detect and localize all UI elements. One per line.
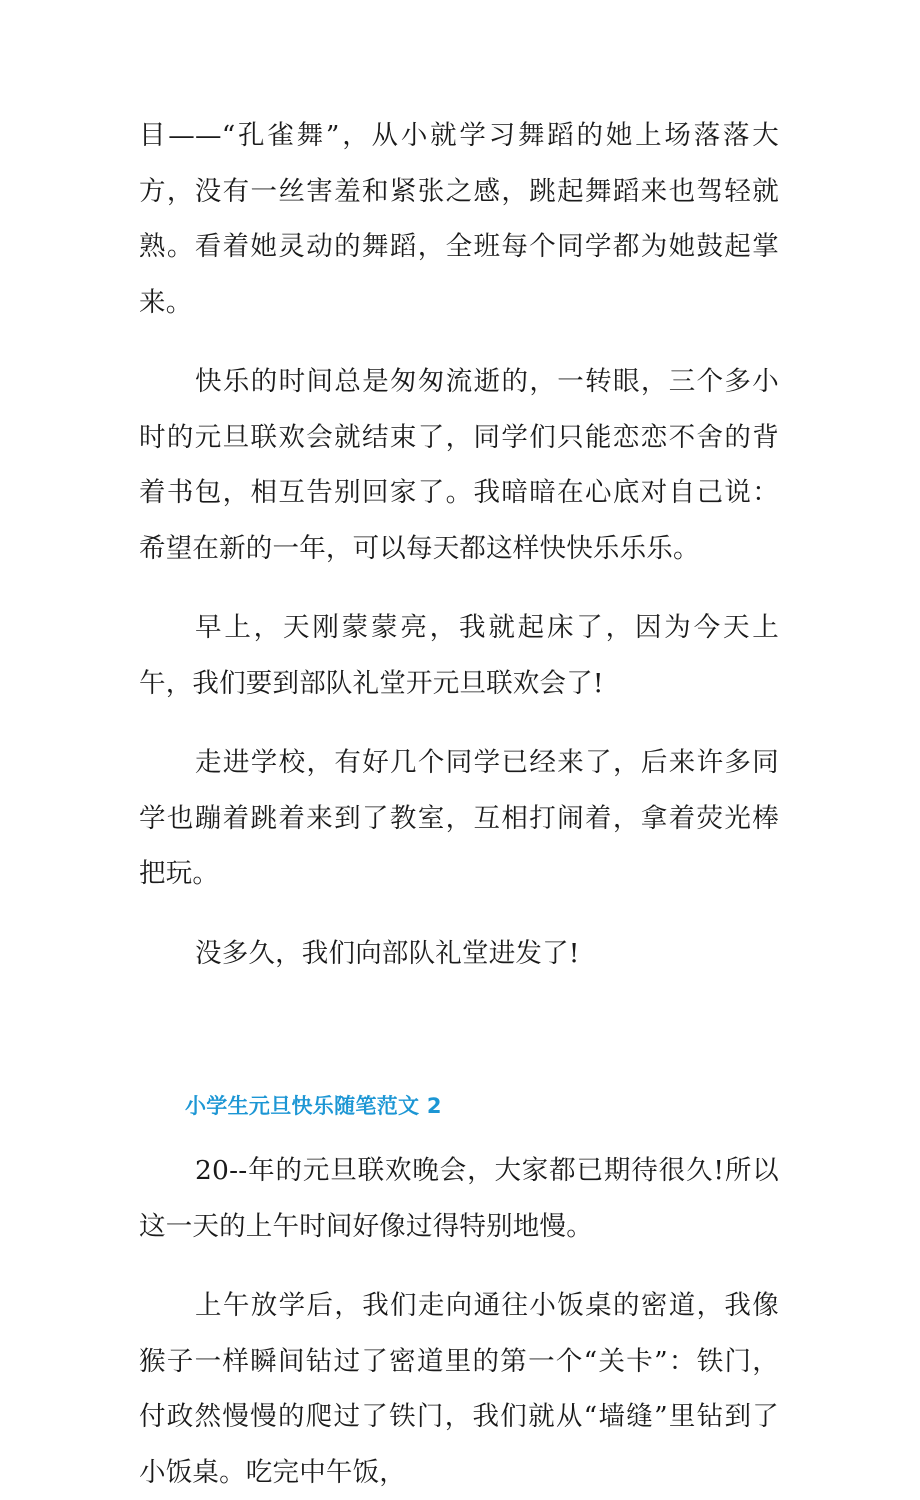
heading-spacer — [139, 1121, 779, 1143]
paragraph-spacer — [139, 330, 779, 354]
paragraph-morning: 早上，天刚蒙蒙亮，我就起床了，因为今天上午，我们要到部队礼堂开元旦联欢会了! — [139, 612, 779, 699]
paragraph-spacer — [139, 1254, 779, 1278]
paragraph-secret-passage: 上午放学后，我们走向通往小饭桌的密道，我像猴子一样瞬间钻过了密道里的第一个“关卡”：铁门，付政然慢慢的爬过了铁门，我们就从“墙缝”里钻到了小饭桌。吃完中午饭， — [139, 1290, 779, 1488]
paragraph-depart: 没多久，我们向部队礼堂进发了! — [195, 937, 580, 969]
document-content — [139, 108, 779, 1500]
paragraph-happy-time: 快乐的时间总是匆匆流逝的，一转眼，三个多小时的元旦联欢会就结束了，同学们只能恋恋不舍的背着书包，相互告别回家了。我暗暗在心底对自己说：希望在新的一年，可以每天都这样快快乐乐乐。 — [139, 366, 779, 564]
section-spacer — [139, 981, 779, 1091]
paragraph-continuation: 目——“孔雀舞”，从小就学习舞蹈的她上场落落大方，没有一丝害羞和紧张之感，跳起舞蹈来也驾轻就熟。看着她灵动的舞蹈，全班每个同学都为她鼓起掌来。 — [139, 120, 779, 318]
section-heading-essay-2: 小学生元旦快乐随笔范文 2 — [185, 1094, 442, 1118]
paragraph-spacer — [139, 902, 779, 926]
paragraph-spacer — [139, 711, 779, 735]
paragraph-school: 走进学校，有好几个同学已经来了，后来许多同学也蹦着跳着来到了教室，互相打闹着，拿着荧光棒把玩。 — [139, 747, 779, 889]
paragraph-spacer — [139, 576, 779, 600]
paragraph-evening-party: 20--年的元旦联欢晚会，大家都已期待很久!所以这一天的上午时间好像过得特别地慢。 — [139, 1155, 779, 1242]
